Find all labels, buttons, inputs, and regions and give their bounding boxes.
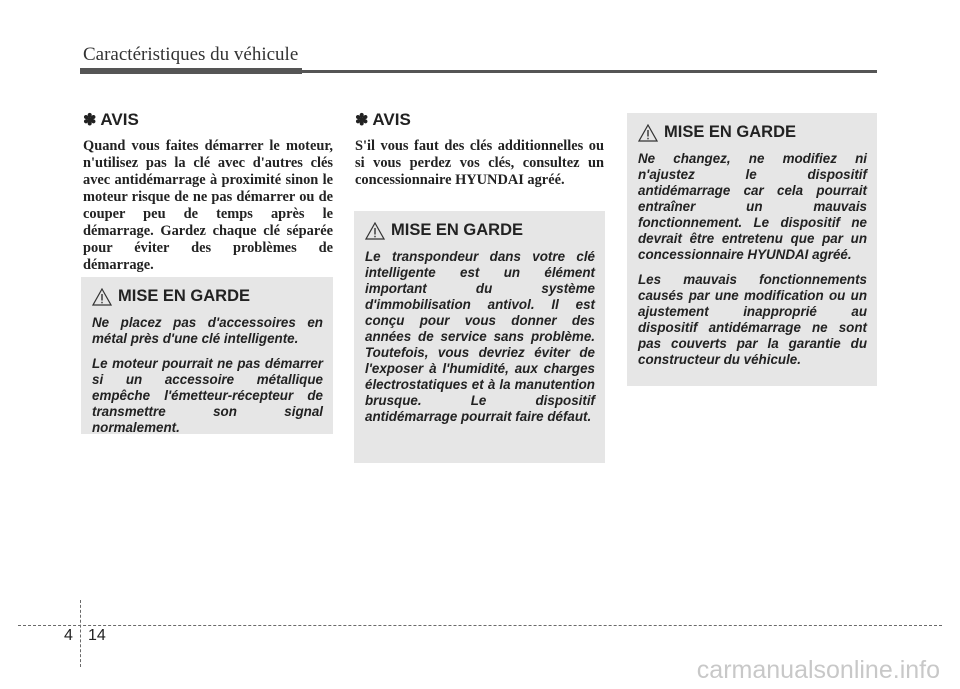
- header-rule: [80, 70, 877, 73]
- right-warning-title-text: MISE EN GARDE: [664, 123, 797, 141]
- asterisk-star-icon: ✽: [83, 112, 97, 129]
- right-warning-title: [638, 123, 867, 142]
- left-avis-body: Quand vous faites démarrer le moteur, n'utilisez pas la clé avec d'autres clés avec antidémarrage à proximité sinon le moteur risque de ne pas démarrer ou de couper peu de temps après le démarrage. Gardez chaque clé séparée pour éviter des problèmes de démarrage.: [83, 138, 333, 273]
- warning-triangle-icon: [92, 288, 112, 306]
- left-warning-title: [92, 287, 323, 306]
- middle-avis-title-text: AVIS: [372, 110, 411, 129]
- watermark: carmanualsonline.info: [696, 656, 940, 684]
- footer-vertical-rule: [80, 600, 81, 667]
- right-warning-box: [627, 113, 877, 386]
- right-warning-paragraph-1: Ne changez, ne modifiez ni n'ajustez le dispositif antidémarrage car cela pourrait entraîner un mauvais fonctionnement. Le dispositif ne devrait être entretenu que par un concessionnaire HYUNDAI agréé.: [638, 151, 867, 262]
- page-header-title: Caractéristiques du véhicule: [83, 44, 299, 65]
- middle-warning-paragraph-1: Le transpondeur dans votre clé intelligente est un élément important du système d'immobilisation antivol. Il est conçu pour vous donner des années de service sans problème. Toutefois, vous devriez éviter de l'exposer à l'humidité, aux charges électrostatiques et à la manutention brusque. Le dispositif antidémarrage pourrait faire défaut.: [365, 249, 595, 424]
- left-avis-title: [83, 110, 333, 130]
- left-warning-paragraph-1: Ne placez pas d'accessoires en métal près d'une clé intelligente.: [92, 315, 323, 346]
- middle-avis-title: [355, 110, 604, 130]
- right-warning-paragraph-2: Les mauvais fonctionnements causés par une modification ou un ajustement inapproprié au dispositif antidémarrage ne sont pas couverts par la garantie du constructeur du véhicule.: [638, 272, 867, 367]
- middle-warning-title: [365, 221, 595, 240]
- middle-avis-body: S'il vous faut des clés additionnelles ou si vous perdez vos clés, consultez un concessionnaire HYUNDAI agréé.: [355, 138, 604, 188]
- warning-triangle-icon: [365, 222, 385, 240]
- middle-warning-title-text: MISE EN GARDE: [391, 221, 524, 239]
- middle-warning-box: [354, 211, 605, 463]
- asterisk-star-icon: ✽: [355, 112, 369, 129]
- left-warning-box: [81, 277, 333, 434]
- left-avis-title-text: AVIS: [100, 110, 139, 129]
- left-notice: [83, 110, 333, 274]
- footer-rule: [18, 625, 942, 626]
- page-chapter-number: 4: [64, 627, 73, 644]
- left-warning-title-text: MISE EN GARDE: [118, 287, 251, 305]
- warning-triangle-icon: [638, 124, 658, 142]
- middle-notice: [355, 110, 604, 189]
- left-warning-paragraph-2: Le moteur pourrait ne pas démarrer si un accessoire métallique empêche l'émetteur-récepteur de transmettre son signal normalement.: [92, 356, 323, 435]
- page-number: 14: [88, 627, 106, 644]
